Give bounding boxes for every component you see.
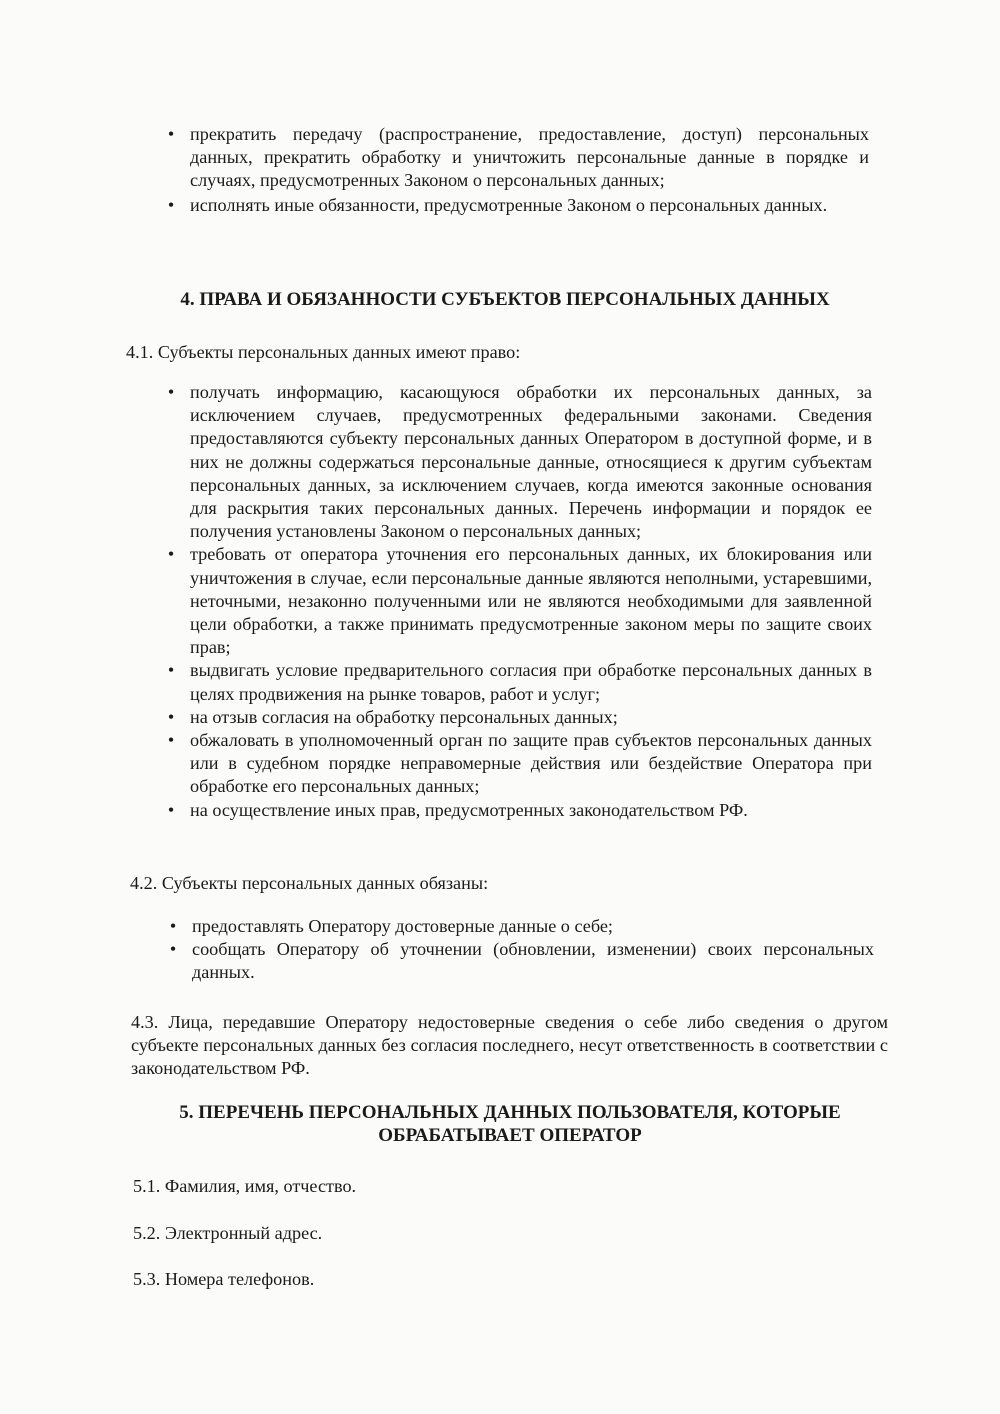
list-item: • обжаловать в уполномоченный орган по защите прав субъектов персональных данных или в судебном порядке неправомерные действия или бездействие Оператора при обработке его персональных данных; xyxy=(162,729,872,799)
list-item: • прекратить передачу (распространение, предоставление, доступ) персональных данных, прекратить обработку и уничтожить персональные данные в порядке и случаях, предусмотренных Законом о персональных данных; xyxy=(162,123,869,193)
list-item-text: предоставлять Оператору достоверные данные о себе; xyxy=(192,916,613,936)
list-item: • выдвигать условие предварительного согласия при обработке персональных данных в целях продвижения на рынке товаров, работ и услуг; xyxy=(162,659,872,705)
paragraph-4-3: 4.3. Лица, передавшие Оператору недостоверные сведения о себе либо сведения о другом субъекте персональных данных без согласия последнего, несут ответственность в соответствии с законодательством РФ. xyxy=(131,1012,888,1079)
list-item-text: обжаловать в уполномоченный орган по защите прав субъектов персональных данных или в судебном порядке неправомерные действия или бездействие Оператора при обработке его персональных данных; xyxy=(190,730,872,797)
list-item: • исполнять иные обязанности, предусмотренные Законом о персональных данных. xyxy=(162,194,869,217)
item-5-1: 5.1. Фамилия, имя, отчество. xyxy=(133,1176,357,1196)
list-item: • на осуществление иных прав, предусмотренных законодательством РФ. xyxy=(162,799,872,822)
list-item-text: исполнять иные обязанности, предусмотренные Законом о персональных данных. xyxy=(190,194,828,215)
section-5-heading-line-2: ОБРАБАТЫВАЕТ ОПЕРАТОР xyxy=(378,1125,642,1146)
list-item: • требовать от оператора уточнения его персональных данных, их блокирования или уничтожения в случае, если персональные данные являются неполными, устаревшими, неточными, незаконно полученными или не являются необходимыми для заявленной цели обработки, а также принимать предусмотренные законом меры по защите своих прав; xyxy=(162,543,872,659)
list-item-text: сообщать Оператору об уточнении (обновлении, изменении) своих персональных данных. xyxy=(192,939,874,983)
list-item: • на отзыв согласия на обработку персональных данных; xyxy=(162,706,872,729)
item-5-3: 5.3. Номера телефонов. xyxy=(133,1269,315,1289)
top-bullet-list xyxy=(162,123,869,217)
section-5-heading xyxy=(140,1101,880,1147)
list-item: • получать информацию, касающуюся обработки их персональных данных, за исключением случаев, предусмотренных федеральными законами. Сведения предоставляются субъекту персональных данных Оператором в доступной форме, и в них не должны содержаться персональные данные, относящиеся к другим субъектам персональных данных, за исключением случаев, когда имеются законные основания для раскрытия таких персональных данных. Перечень информации и порядок ее получения установлены Законом о персональных данных; xyxy=(162,381,872,543)
item-5-2: 5.2. Электронный адрес. xyxy=(133,1223,323,1243)
section-4-heading: 4. ПРАВА И ОБЯЗАННОСТИ СУБЪЕКТОВ ПЕРСОНАЛЬНЫХ ДАННЫХ xyxy=(180,289,830,310)
paragraph-4-2-intro: 4.2. Субъекты персональных данных обязаны: xyxy=(130,873,489,893)
rights-bullet-list xyxy=(162,381,872,822)
list-item-text: на отзыв согласия на обработку персональных данных; xyxy=(190,706,618,727)
list-item-text: получать информацию, касающуюся обработки их персональных данных, за исключением случаев, предусмотренных федеральными законами. Сведения предоставляются субъекту персональных данных Оператором в доступной форме, и в них не должны содержаться персональные данные, относящиеся к другим субъектам персональных данных, за исключением случаев, когда имеются законные основания для раскрытия таких персональных данных. Перечень информации и порядок ее получения установлены Законом о персональных данных; xyxy=(190,382,872,542)
paragraph-4-1-intro: 4.1. Субъекты персональных данных имеют право: xyxy=(126,342,521,362)
list-item-text: выдвигать условие предварительного согласия при обработке персональных данных в целях продвижения на рынке товаров, работ и услуг; xyxy=(190,660,872,704)
duties-bullet-list xyxy=(164,915,874,985)
list-item: • сообщать Оператору об уточнении (обновлении, изменении) своих персональных данных. xyxy=(164,938,874,984)
list-item-text: требовать от оператора уточнения его персональных данных, их блокирования или уничтожения в случае, если персональные данные являются неполными, устаревшими, неточными, незаконно полученными или не являются необходимыми для заявленной цели обработки, а также принимать предусмотренные законом меры по защите своих прав; xyxy=(190,544,872,658)
section-5-heading-line-1: 5. ПЕРЕЧЕНЬ ПЕРСОНАЛЬНЫХ ДАННЫХ ПОЛЬЗОВАТЕЛЯ, КОТОРЫЕ xyxy=(179,1102,841,1123)
list-item-text: прекратить передачу (распространение, предоставление, доступ) персональных данных, прекратить обработку и уничтожить персональные данные в порядке и случаях, предусмотренных Законом о персональных данных; xyxy=(190,124,869,191)
list-item-text: на осуществление иных прав, предусмотренных законодательством РФ. xyxy=(190,799,748,820)
list-item: • предоставлять Оператору достоверные данные о себе; xyxy=(164,915,874,938)
